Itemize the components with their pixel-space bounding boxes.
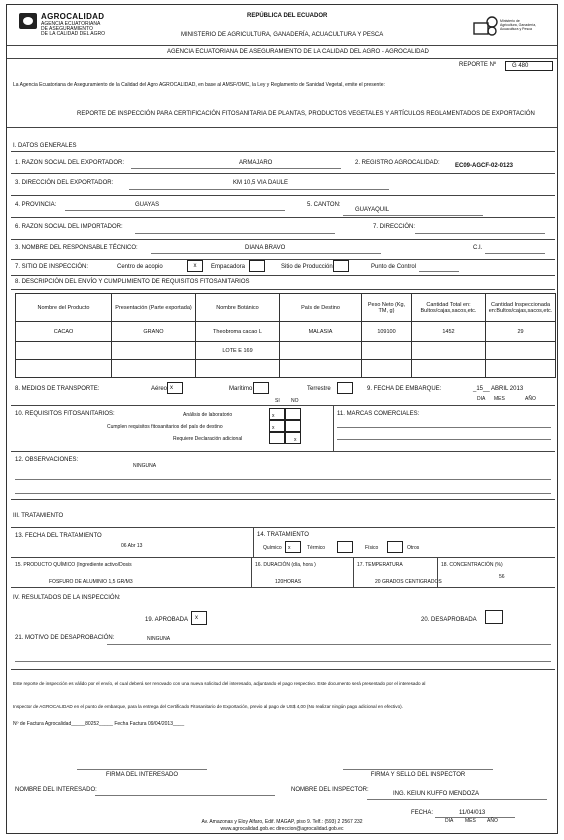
section-general-data: I. DATOS GENERALES [13, 143, 77, 149]
site-production-checkbox[interactable] [333, 260, 349, 272]
agrocalidad-logo-icon [19, 13, 37, 29]
cell-empty[interactable] [486, 360, 556, 378]
product-table [15, 293, 556, 378]
canton-value[interactable]: GUAYAQUIL [355, 207, 390, 213]
req-destination-no-checkbox[interactable] [285, 420, 301, 432]
chemical-product-value[interactable]: FOSFURO DE ALUMINIO 1,5 GR/M3 [49, 579, 133, 585]
cell-net-weight[interactable]: 109100 [362, 322, 412, 342]
province-value[interactable]: GUAYAS [135, 202, 160, 208]
requirements-label: 10. REQUISITOS FITOSANITARIOS: [15, 411, 115, 417]
duration-label: 16. DURACIÓN (día, hora ) [255, 562, 316, 568]
transport-air-label: Aéreo [151, 386, 168, 392]
report-number-label: REPORTE Nº [459, 62, 497, 68]
transport-sea-label: Marítimo [229, 386, 253, 392]
site-packer-checkbox[interactable] [249, 260, 265, 272]
cell-destination[interactable]: MALASIA [280, 322, 362, 342]
canton-label: 5. CANTON: [307, 202, 341, 208]
exporter-name-label: 1. RAZON SOCIAL DEL EXPORTADOR: [15, 160, 125, 166]
treatment-thermal-label: Térmico [307, 545, 326, 551]
ministry-logo-line-1: Ministerio de [500, 19, 520, 23]
approved-label: 19. APROBADA [145, 617, 189, 623]
rejection-reason-label: 21. MOTIVO DE DESAPROBACIÓN: [15, 635, 115, 641]
agency-heading: AGENCIA ECUATORIANA DE ASEGURAMIENTO DE LA CALIDAD DEL AGRO - AGROCALIDAD [167, 49, 429, 55]
cell-empty[interactable] [362, 360, 412, 378]
technical-manager-value[interactable]: DIANA BRAVO [245, 245, 286, 251]
treatment-date-value[interactable]: 06 Abr 13 [121, 543, 143, 549]
cell-presentation[interactable]: GRANO [112, 322, 196, 342]
cell-empty[interactable] [362, 342, 412, 360]
invoice-line[interactable]: Nº de Factura Agrocalidad_____80252_____ Fecha Factura 09/04/2013____ [13, 721, 185, 727]
ministry-heading: MINISTERIO DE AGRICULTURA, GANADERÍA, ACUACULTURA Y PESCA [181, 32, 384, 38]
treatment-thermal-checkbox[interactable] [337, 541, 353, 553]
shipment-date-day: DIA [477, 396, 486, 402]
ministry-logo-line-3: Acuacultura y Pesca [500, 27, 532, 31]
transport-land-checkbox[interactable] [337, 382, 353, 394]
legal-text-1: Este reporte de inspección es válido por el envío, el cual deberá ser renovado con una nueva solicitud del interesado, adjuntando el pago respectivo. Este documento será presentado por el interesado al [13, 681, 426, 686]
cell-empty[interactable] [16, 342, 112, 360]
agrocalidad-registry-label: 2. REGISTRO AGROCALIDAD: [355, 160, 440, 166]
signature-date-month: MES [465, 818, 476, 824]
section-treatment: III. TRATAMIENTO [13, 513, 64, 519]
logo-subtitle-1: AGENCIA ECUATORIANA [41, 21, 101, 27]
req-lab-yes-checkbox[interactable]: x [269, 408, 285, 420]
req-additional-no-checkbox[interactable]: x [285, 432, 301, 444]
header-total-quantity: Cantidad Total en: Bultos/cajas,sacos,etc. [412, 294, 486, 322]
cell-total-quantity[interactable]: 1452 [412, 322, 486, 342]
signature-date-year: AÑO [487, 818, 498, 824]
concentration-label: 18. CONCENTRACIÓN (%) [441, 562, 503, 568]
importer-name-label: 6. RAZON SOCIAL DEL IMPORTADOR: [15, 224, 123, 230]
req-additional-yes-checkbox[interactable] [269, 432, 285, 444]
treatment-date-label: 13. FECHA DEL TRATAMIENTO [15, 533, 102, 539]
logo-subtitle-2: DE ASEGURAMIENTO [41, 26, 93, 32]
req-lab-no-checkbox[interactable] [285, 408, 301, 420]
agrocalidad-registry-value[interactable]: EC09-AGCF-02-0123 [455, 163, 514, 169]
rejected-label: 20. DESAPROBADA [421, 617, 477, 623]
footer-contact: www.agrocalidad.gob.ec direccion@agrocalidad.gob.ec [220, 826, 344, 832]
rejection-reason-value[interactable]: NINGUNA [147, 636, 171, 642]
table-row [16, 322, 556, 342]
applicant-name-label: NOMBRE DEL INTERESADO: [15, 787, 97, 793]
header-presentation: Presentación (Parte exportada) [112, 294, 196, 322]
logo-subtitle-3: DE LA CALIDAD DEL AGRO [41, 31, 106, 37]
cell-inspected-quantity[interactable]: 29 [486, 322, 556, 342]
duration-value[interactable]: 120HORAS [275, 579, 302, 585]
temperature-label: 17. TEMPERATURA [357, 562, 403, 568]
cell-empty[interactable] [486, 342, 556, 360]
cell-empty[interactable] [16, 360, 112, 378]
shipment-date-year: AÑO [525, 396, 536, 402]
document-title: REPORTE DE INSPECCIÓN PARA CERTIFICACIÓN FITOSANITARIA DE PLANTAS, PRODUCTOS VEGETALES Y ARTÍCULOS REGLAMENTADOS DE EXPORTACIÓN [77, 111, 535, 117]
req-destination-yes-checkbox[interactable]: x [269, 420, 285, 432]
footer-address: Av. Amazonas y Eloy Alfaro, Edif. MAGAP, piso 9. Telf.: (593) 2 2567 232 [201, 819, 363, 825]
observations-value[interactable]: NINGUNA [133, 463, 157, 469]
shipment-date-month: MES [494, 396, 505, 402]
inspector-signature-label: FIRMA Y SELLO DEL INSPECTOR [370, 772, 466, 778]
section-shipment: 8. DESCRIPCIÓN DEL ENVÍO Y CUMPLIMIENTO DE REQUISITOS FITOSANITARIOS [15, 279, 250, 285]
province-label: 4. PROVINCIA: [15, 202, 57, 208]
legal-text-2: Inspector de AGROCALIDAD en el punto de embarque, para la entrega del Certificado Fitosanitario de Exportación, previo al pago de US$ 4,00 (No realizar ningún pago adicional en efectivo). [13, 704, 403, 709]
table-row [16, 360, 556, 378]
exporter-address-value[interactable]: KM 10,5 VIA DAULE [233, 180, 289, 186]
applicant-signature-label: FIRMA DEL INTERESADO [105, 772, 179, 778]
header-net-weight: Peso Neto (Kg, TM, g) [362, 294, 412, 322]
temperature-value[interactable]: 20 GRADOS CENTIGRADOS [375, 579, 442, 585]
inspector-name-label: NOMBRE DEL INSPECTOR: [291, 787, 369, 793]
shipment-date-value[interactable]: _15__ ABRIL 2013 [473, 386, 524, 392]
transport-air-checkbox[interactable]: x [167, 382, 183, 394]
transport-sea-checkbox[interactable] [253, 382, 269, 394]
trademarks-label: 11. MARCAS COMERCIALES: [337, 411, 420, 417]
req-destination-label: Cumplen requisitos fitosanitarios del país de destino [107, 424, 223, 430]
inspection-site-label: 7. SITIO DE INSPECCIÓN: [15, 264, 89, 270]
site-collection-center-checkbox[interactable]: x [187, 260, 203, 272]
header-inspected-quantity: Cantidad Inspeccionada en:Bultos/cajas,sacos,etc. [486, 294, 556, 322]
exporter-address-label: 3. DIRECCIÓN DEL EXPORTADOR: [15, 180, 114, 186]
cell-empty[interactable] [196, 360, 280, 378]
site-collection-center-label: Centro de acopio [117, 264, 163, 270]
cell-empty[interactable] [112, 342, 196, 360]
req-no-header: NO [291, 398, 299, 404]
section-results: IV. RESULTADOS DE LA INSPECCIÓN: [13, 595, 121, 601]
cell-botanical-name[interactable]: Theobroma cacao L [196, 322, 280, 342]
signature-date-label: FECHA: [411, 810, 434, 816]
cell-product[interactable]: CACAO [16, 322, 112, 342]
ministry-logo-line-2: Agricultura, Ganadería, [500, 23, 537, 27]
signature-date-value[interactable]: 11/04/013 [459, 810, 486, 816]
transport-land-label: Terrestre [307, 386, 331, 392]
cell-lot[interactable]: LOTE E 169 [196, 342, 280, 360]
cell-empty[interactable] [280, 360, 362, 378]
site-control-point-label: Punto de Control [371, 264, 417, 270]
ministry-logo-text [500, 19, 536, 31]
rejected-checkbox[interactable] [485, 610, 503, 624]
treatment-chemical-checkbox[interactable]: x [285, 541, 301, 553]
ministry-logo-icon [473, 15, 499, 37]
site-packer-label: Empacadora [211, 264, 246, 270]
cell-empty[interactable] [280, 342, 362, 360]
req-lab-analysis-label: Análisis de laboratorio [183, 412, 233, 418]
logo-name: AGROCALIDAD [41, 12, 105, 21]
republic-heading: REPÚBLICA DEL ECUADOR [247, 13, 328, 19]
observations-label: 12. OBSERVACIONES: [15, 457, 79, 463]
concentration-value[interactable]: 56 [499, 574, 505, 580]
signature-date-day: DIA [445, 818, 454, 824]
approved-checkbox[interactable]: x [191, 611, 207, 625]
treatment-type-label: 14. TRATAMIENTO [257, 532, 309, 538]
header-product-name: Nombre del Producto [16, 294, 112, 322]
cell-empty[interactable] [412, 342, 486, 360]
report-number-field[interactable]: G 480 [505, 61, 553, 71]
treatment-chemical-label: Químico [263, 545, 282, 551]
treatment-physical-checkbox[interactable] [387, 541, 403, 553]
shipment-date-label: 9. FECHA DE EMBARQUE: [367, 386, 442, 392]
ci-label: C.I. [473, 245, 483, 251]
chemical-product-label: 15. PRODUCTO QUÍMICO (Ingrediente activo/Dosis [15, 562, 132, 568]
cell-empty[interactable] [412, 360, 486, 378]
inspection-report-form [6, 4, 558, 834]
treatment-other-label: Otros [407, 545, 420, 551]
transport-label: 8. MEDIOS DE TRANSPORTE: [15, 386, 100, 392]
treatment-physical-label: Físico [365, 545, 379, 551]
exporter-name-value[interactable]: ARMAJARO [239, 160, 273, 166]
intro-text: La Agencia Ecuatoriana de Aseguramiento de la Calidad del Agro AGROCALIDAD, en base al AMSF/OMC, la Ley y Reglamento de Sanidad Vegetal, emite el presente: [13, 82, 385, 88]
product-table-header [16, 294, 556, 322]
header-destination-country: País de Destino [280, 294, 362, 322]
req-yes-header: SI [275, 398, 280, 404]
header-botanical-name: Nombre Botánico [196, 294, 280, 322]
site-production-label: Sitio de Producción [281, 264, 333, 270]
inspector-name-value[interactable]: ING. KEIUN KUFFO MENDOZA [393, 791, 480, 797]
table-row [16, 342, 556, 360]
importer-address-label: 7. DIRECCIÓN: [373, 224, 416, 230]
technical-manager-label: 3. NOMBRE DEL RESPONSABLE TÉCNICO: [15, 245, 138, 251]
cell-empty[interactable] [112, 360, 196, 378]
req-additional-label: Requiere Declaración adicional [173, 436, 243, 442]
